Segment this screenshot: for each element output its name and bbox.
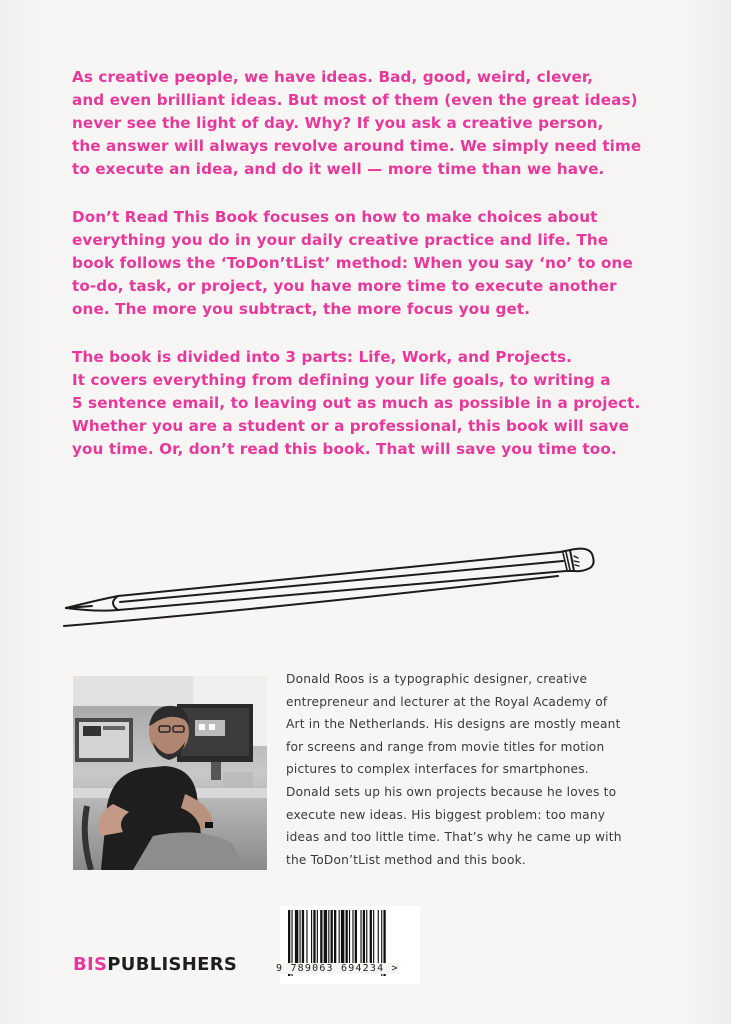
barcode-bar <box>311 910 312 968</box>
barcode-bar <box>363 910 365 968</box>
barcode-bar <box>370 910 372 968</box>
barcode-bar <box>341 910 344 968</box>
blurb-line: everything you do in your daily creative practice and life. The <box>72 231 609 249</box>
barcode-bar <box>349 910 350 968</box>
barcode-bar <box>328 910 329 968</box>
blurb-line: and even brilliant ideas. But most of them (even the great ideas) <box>72 91 638 109</box>
blurb-line: As creative people, we have ideas. Bad, good, weird, clever, <box>72 68 594 86</box>
blurb-line: book follows the ‘ToDon’tList’ method: When you say ‘no’ to one <box>72 254 633 272</box>
bio-line: ideas and too little time. That’s why he came up with <box>286 830 622 845</box>
blurb-line: 5 sentence email, to leaving out as much as possible in a project. <box>72 394 641 412</box>
publisher-logo <box>73 954 237 975</box>
barcode-bar <box>378 910 379 968</box>
blurb-paragraph-3 <box>72 346 672 461</box>
barcode-bar <box>313 910 315 968</box>
barcode-bar <box>306 910 307 968</box>
barcode-bar <box>360 910 361 968</box>
bio-line: the ToDon’tList method and this book. <box>286 852 526 867</box>
barcode-bar <box>355 910 357 968</box>
barcode-bar <box>366 910 367 968</box>
blurb-line: never see the light of day. Why? If you ask a creative person, <box>72 114 604 132</box>
bio-line: pictures to complex interfaces for smartphones. <box>286 762 589 777</box>
barcode-bar <box>317 910 318 968</box>
author-bio <box>286 668 666 871</box>
barcode-bar <box>320 910 322 968</box>
barcode-bar <box>352 910 353 968</box>
pencil-illustration <box>58 540 603 640</box>
blurb-line: It covers everything from defining your life goals, to writing a <box>72 371 611 389</box>
barcode-bar <box>331 910 333 968</box>
barcode-digits: 9 789063 694234 > <box>276 963 399 974</box>
blurb-line: one. The more you subtract, the more focus you get. <box>72 300 531 318</box>
blurb-paragraph-1 <box>72 66 672 181</box>
barcode-bar <box>302 910 304 968</box>
bio-line: Art in the Netherlands. His designs are mostly meant <box>286 717 621 732</box>
blurb-line: to execute an idea, and do it well — more time than we have. <box>72 160 605 178</box>
barcode-bar <box>300 910 301 968</box>
blurb-line: to-do, task, or project, you have more time to execute another <box>72 277 617 295</box>
publisher-logo-bis: BIS <box>73 954 108 975</box>
bio-line: entrepreneur and lecturer at the Royal Academy of <box>286 694 608 709</box>
bio-line: for screens and range from movie titles for motion <box>286 739 605 754</box>
barcode-bar <box>334 910 336 968</box>
bio-line: Donald sets up his own projects because he loves to <box>286 784 617 799</box>
author-photo <box>73 676 267 870</box>
barcode-bar <box>373 910 374 968</box>
blurb-line: Whether you are a student or a professional, this book will save <box>72 417 630 435</box>
barcode-bar <box>295 910 298 968</box>
barcode-bar <box>324 910 327 968</box>
blurb-paragraph-2 <box>72 206 672 321</box>
barcode-bar <box>346 910 348 968</box>
blurb-line: Don’t Read This Book focuses on how to make choices about <box>72 208 598 226</box>
publisher-logo-name: PUBLISHERS <box>107 954 238 975</box>
bio-line: execute new ideas. His biggest problem: too many <box>286 807 606 822</box>
blurb-line: The book is divided into 3 parts: Life, Work, and Projects. <box>72 348 572 366</box>
blurb-line: the answer will always revolve around time. We simply need time <box>72 137 642 155</box>
blurb-line: you time. Or, don’t read this book. That will save you time too. <box>72 440 617 458</box>
blurb-text <box>72 66 672 486</box>
bio-line: Donald Roos is a typographic designer, creative <box>286 672 588 686</box>
barcode-bar <box>339 910 340 968</box>
